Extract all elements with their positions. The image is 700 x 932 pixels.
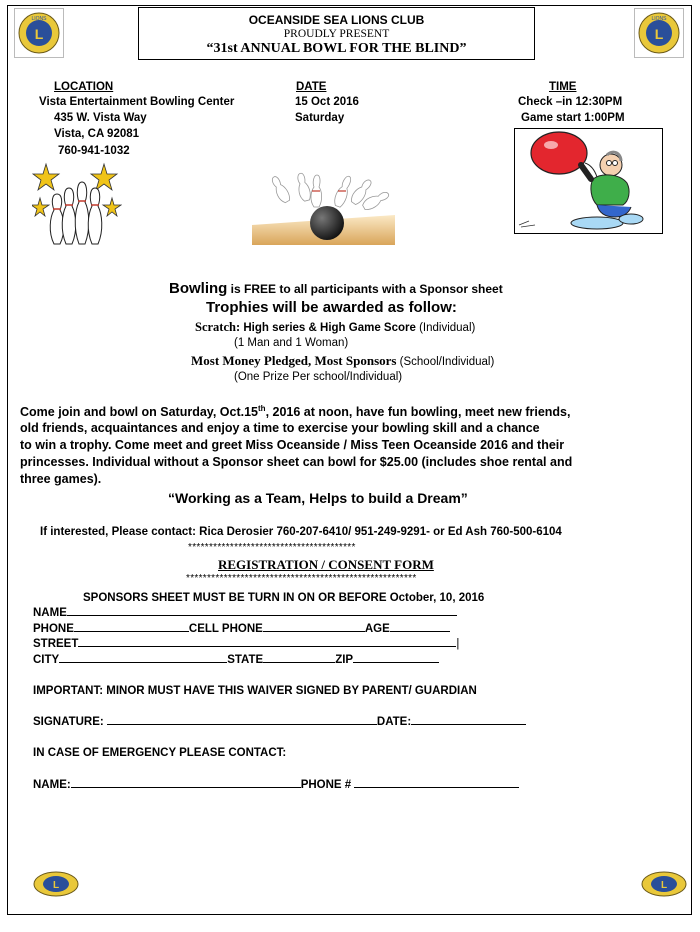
lions-logo-top-left — [14, 8, 64, 58]
name-field[interactable] — [67, 614, 457, 616]
money-award-line: Most Money Pledged, Most Sponsors (School/Individual) — [191, 353, 495, 368]
location-venue: Vista Entertainment Bowling Center — [39, 96, 235, 108]
bowling-strike-illustration — [252, 163, 395, 245]
svg-text:L: L — [654, 26, 664, 42]
svg-text:L: L — [660, 880, 668, 891]
paragraph-line-3: to win a trophy. Come meet and greet Miss Oceanside / Miss Teen Oceanside 2016 and their — [20, 438, 565, 452]
time-heading: TIME — [549, 81, 577, 93]
proudly-present: PROUDLY PRESENT — [283, 28, 390, 40]
paragraph-line-2: old friends, acquaintances and enjoy a time to exercise your bowling skill and a chance — [20, 421, 540, 435]
contact-line: If interested, Please contact: Rica Derosier 760-207-6410/ 951-249-9291- or Ed Ash 760-500-6104 — [40, 526, 562, 538]
signature-date-field[interactable] — [411, 723, 526, 725]
state-field[interactable] — [263, 661, 335, 663]
emergency-contact-row: NAME: PHONE # — [33, 779, 519, 791]
paragraph-line-4: princesses. Individual without a Sponsor sheet can bowl for $25.00 (includes shoe rental and — [20, 455, 573, 469]
street-row: STREET | — [33, 638, 460, 650]
trophies-line: Trophies will be awarded as follow: — [206, 299, 457, 316]
age-field[interactable] — [390, 630, 450, 632]
registration-title: REGISTRATION / CONSENT FORM — [218, 557, 434, 572]
name-row: NAME — [33, 607, 457, 619]
event-title: “31st ANNUAL BOWL FOR THE BLIND” — [206, 41, 467, 56]
club-name: OCEANSIDE SEA LIONS CLUB — [248, 13, 425, 27]
paragraph-line-5: three games). — [20, 472, 102, 486]
minor-waiver-notice: IMPORTANT: MINOR MUST HAVE THIS WAIVER SIGNED BY PARENT/ GUARDIAN — [33, 685, 477, 697]
motto: “Working as a Team, Helps to build a Dream” — [168, 490, 468, 506]
bowling-pins-stars-illustration — [32, 162, 122, 246]
emergency-name-field[interactable] — [71, 786, 301, 788]
lions-logo-bottom-left — [32, 870, 80, 898]
money-award-note: (One Prize Per school/Individual) — [234, 371, 403, 383]
event-day: Saturday — [295, 112, 345, 124]
svg-text:LIONS: LIONS — [31, 16, 47, 22]
city-row: CITY STATE ZIP — [33, 654, 439, 666]
event-header — [138, 7, 535, 60]
location-city: Vista, CA 92081 — [54, 128, 140, 140]
street-field[interactable] — [78, 645, 456, 647]
emergency-phone-field[interactable] — [354, 786, 519, 788]
divider-stars-top: **************************************** — [188, 542, 356, 553]
scratch-award-note: (1 Man and 1 Woman) — [234, 337, 349, 349]
svg-text:L: L — [52, 880, 60, 891]
location-heading: LOCATION — [54, 81, 114, 93]
checkin-time: Check –in 12:30PM — [518, 96, 623, 108]
divider-stars-bottom: ******************************************************* — [186, 573, 417, 584]
cartoon-bowler-illustration — [514, 128, 663, 234]
date-heading: DATE — [296, 81, 327, 93]
svg-text:LIONS: LIONS — [651, 16, 667, 22]
zip-field[interactable] — [353, 661, 439, 663]
location-street: 435 W. Vista Way — [54, 112, 147, 124]
free-participation-line: Bowling is FREE to all participants with a Sponsor sheet — [169, 280, 503, 297]
lions-logo-top-right — [634, 8, 684, 58]
phone-field[interactable] — [74, 630, 189, 632]
scratch-award-line: Scratch: High series & High Game Score (Individual) — [195, 320, 476, 334]
svg-text:L: L — [34, 26, 44, 42]
lions-logo-bottom-right — [640, 870, 688, 898]
paragraph-line-1: Come join and bowl on Saturday, Oct.15th, 2016 at noon, have fun bowling, meet new friends, — [20, 404, 571, 420]
location-phone: 760-941-1032 — [58, 145, 130, 157]
sponsor-deadline: SPONSORS SHEET MUST BE TURN IN ON OR BEFORE October, 10, 2016 — [83, 592, 485, 604]
city-field[interactable] — [59, 661, 227, 663]
game-start-time: Game start 1:00PM — [521, 112, 625, 124]
phone-row: PHONE CELL PHONE AGE — [33, 623, 450, 635]
event-date: 15 Oct 2016 — [295, 96, 359, 108]
signature-field[interactable] — [107, 723, 377, 725]
cell-phone-field[interactable] — [263, 630, 365, 632]
signature-row: SIGNATURE: DATE: — [33, 716, 526, 728]
emergency-contact-heading: IN CASE OF EMERGENCY PLEASE CONTACT: — [33, 747, 287, 759]
